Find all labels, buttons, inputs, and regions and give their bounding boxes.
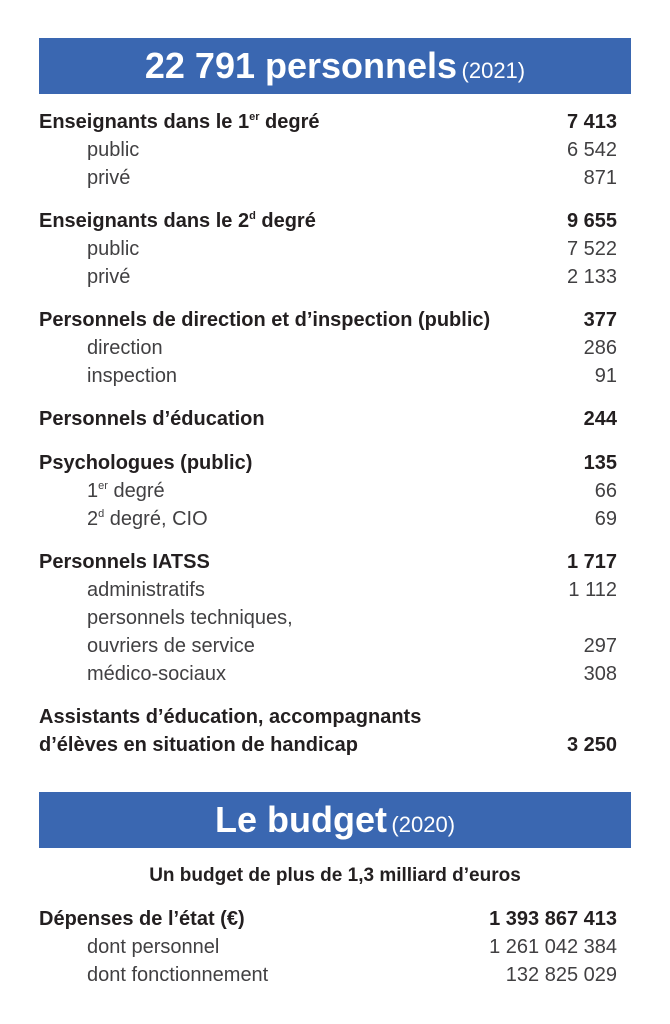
section-assistants-line1: [39, 703, 617, 731]
section-teachers-1st-degree: [39, 108, 617, 136]
list-item: [39, 362, 617, 390]
item-value: 6 542: [566, 139, 617, 161]
item-value: 286: [583, 337, 617, 359]
budget-title: Le budget: [214, 799, 387, 840]
budget-banner: [39, 792, 631, 848]
list-item-line1: [39, 604, 617, 632]
list-item: [39, 576, 617, 604]
section-label: Assistants d’éducation, accompagnants: [39, 706, 422, 728]
section-total: 135: [583, 452, 617, 474]
section-total: 1 393 867 413: [489, 908, 617, 930]
item-label: administratifs: [87, 579, 205, 601]
section-total: 377: [583, 309, 617, 331]
section-label: Personnels IATSS: [39, 551, 210, 573]
item-value: 297: [583, 635, 617, 657]
personnel-year: (2021): [461, 58, 526, 83]
list-item: [39, 334, 617, 362]
item-label: 2$^d$ degré, CIO: [87, 508, 208, 530]
item-value: 91: [594, 365, 617, 387]
section-total: 244: [583, 408, 617, 430]
list-item: [39, 660, 617, 688]
item-label: privé: [87, 266, 131, 288]
budget-year: (2020): [391, 812, 456, 837]
item-label: privé: [87, 167, 131, 189]
item-value: 2 133: [566, 266, 617, 288]
section-label: Personnels d’éducation: [39, 408, 265, 430]
item-label: ouvriers de service: [87, 635, 255, 657]
section-total: 3 250: [566, 734, 617, 756]
item-value: 308: [583, 663, 617, 685]
item-label: inspection: [87, 365, 178, 387]
item-label: dont fonctionnement: [87, 964, 269, 986]
list-item: [39, 961, 617, 989]
section-iatss: [39, 548, 617, 576]
section-label: Personnels de direction et d’inspection (public): [39, 309, 491, 331]
list-item: [39, 235, 617, 263]
section-label: Psychologues (public): [39, 452, 253, 474]
item-value: 66: [594, 480, 617, 502]
section-label: Enseignants dans le 1er degré: [39, 111, 320, 133]
section-direction-inspection: [39, 306, 617, 334]
section-total: 1 717: [566, 551, 617, 573]
item-label: médico-sociaux: [87, 663, 226, 685]
section-psychologists: [39, 449, 617, 477]
item-label: public: [87, 139, 140, 161]
item-value: 1 112: [568, 579, 617, 601]
list-item: [39, 136, 617, 164]
section-label: Dépenses de l’état (€): [39, 908, 245, 930]
personnel-title: 22 791 personnels: [144, 45, 458, 86]
section-total: 7 413: [566, 111, 617, 133]
section-label: d’élèves en situation de handicap: [39, 734, 358, 756]
item-value: 132 825 029: [505, 964, 617, 986]
section-total: 9 655: [566, 210, 617, 232]
budget-subtitle: Un budget de plus de 1,3 milliard d’euros: [149, 865, 521, 886]
item-label: public: [87, 238, 140, 260]
item-label: direction: [87, 337, 163, 359]
section-education-staff: [39, 405, 617, 433]
personnel-banner: [39, 38, 631, 94]
list-item: [39, 933, 617, 961]
item-label: dont personnel: [87, 936, 220, 958]
list-item: [39, 477, 617, 505]
item-value: 1 261 042 384: [489, 936, 617, 958]
list-item: [39, 632, 617, 660]
list-item: [39, 505, 617, 533]
section-state-expenses: [39, 905, 617, 933]
section-teachers-2nd-degree: [39, 207, 617, 235]
item-label: personnels techniques,: [87, 607, 293, 629]
list-item: [39, 164, 617, 192]
section-label: Enseignants dans le 2$^d$ degré: [39, 210, 316, 232]
item-value: 69: [594, 508, 617, 530]
list-item: [39, 263, 617, 291]
section-assistants: [39, 731, 617, 759]
item-value: 871: [583, 167, 617, 189]
item-value: 7 522: [566, 238, 617, 260]
item-label: 1er degré: [87, 480, 165, 502]
